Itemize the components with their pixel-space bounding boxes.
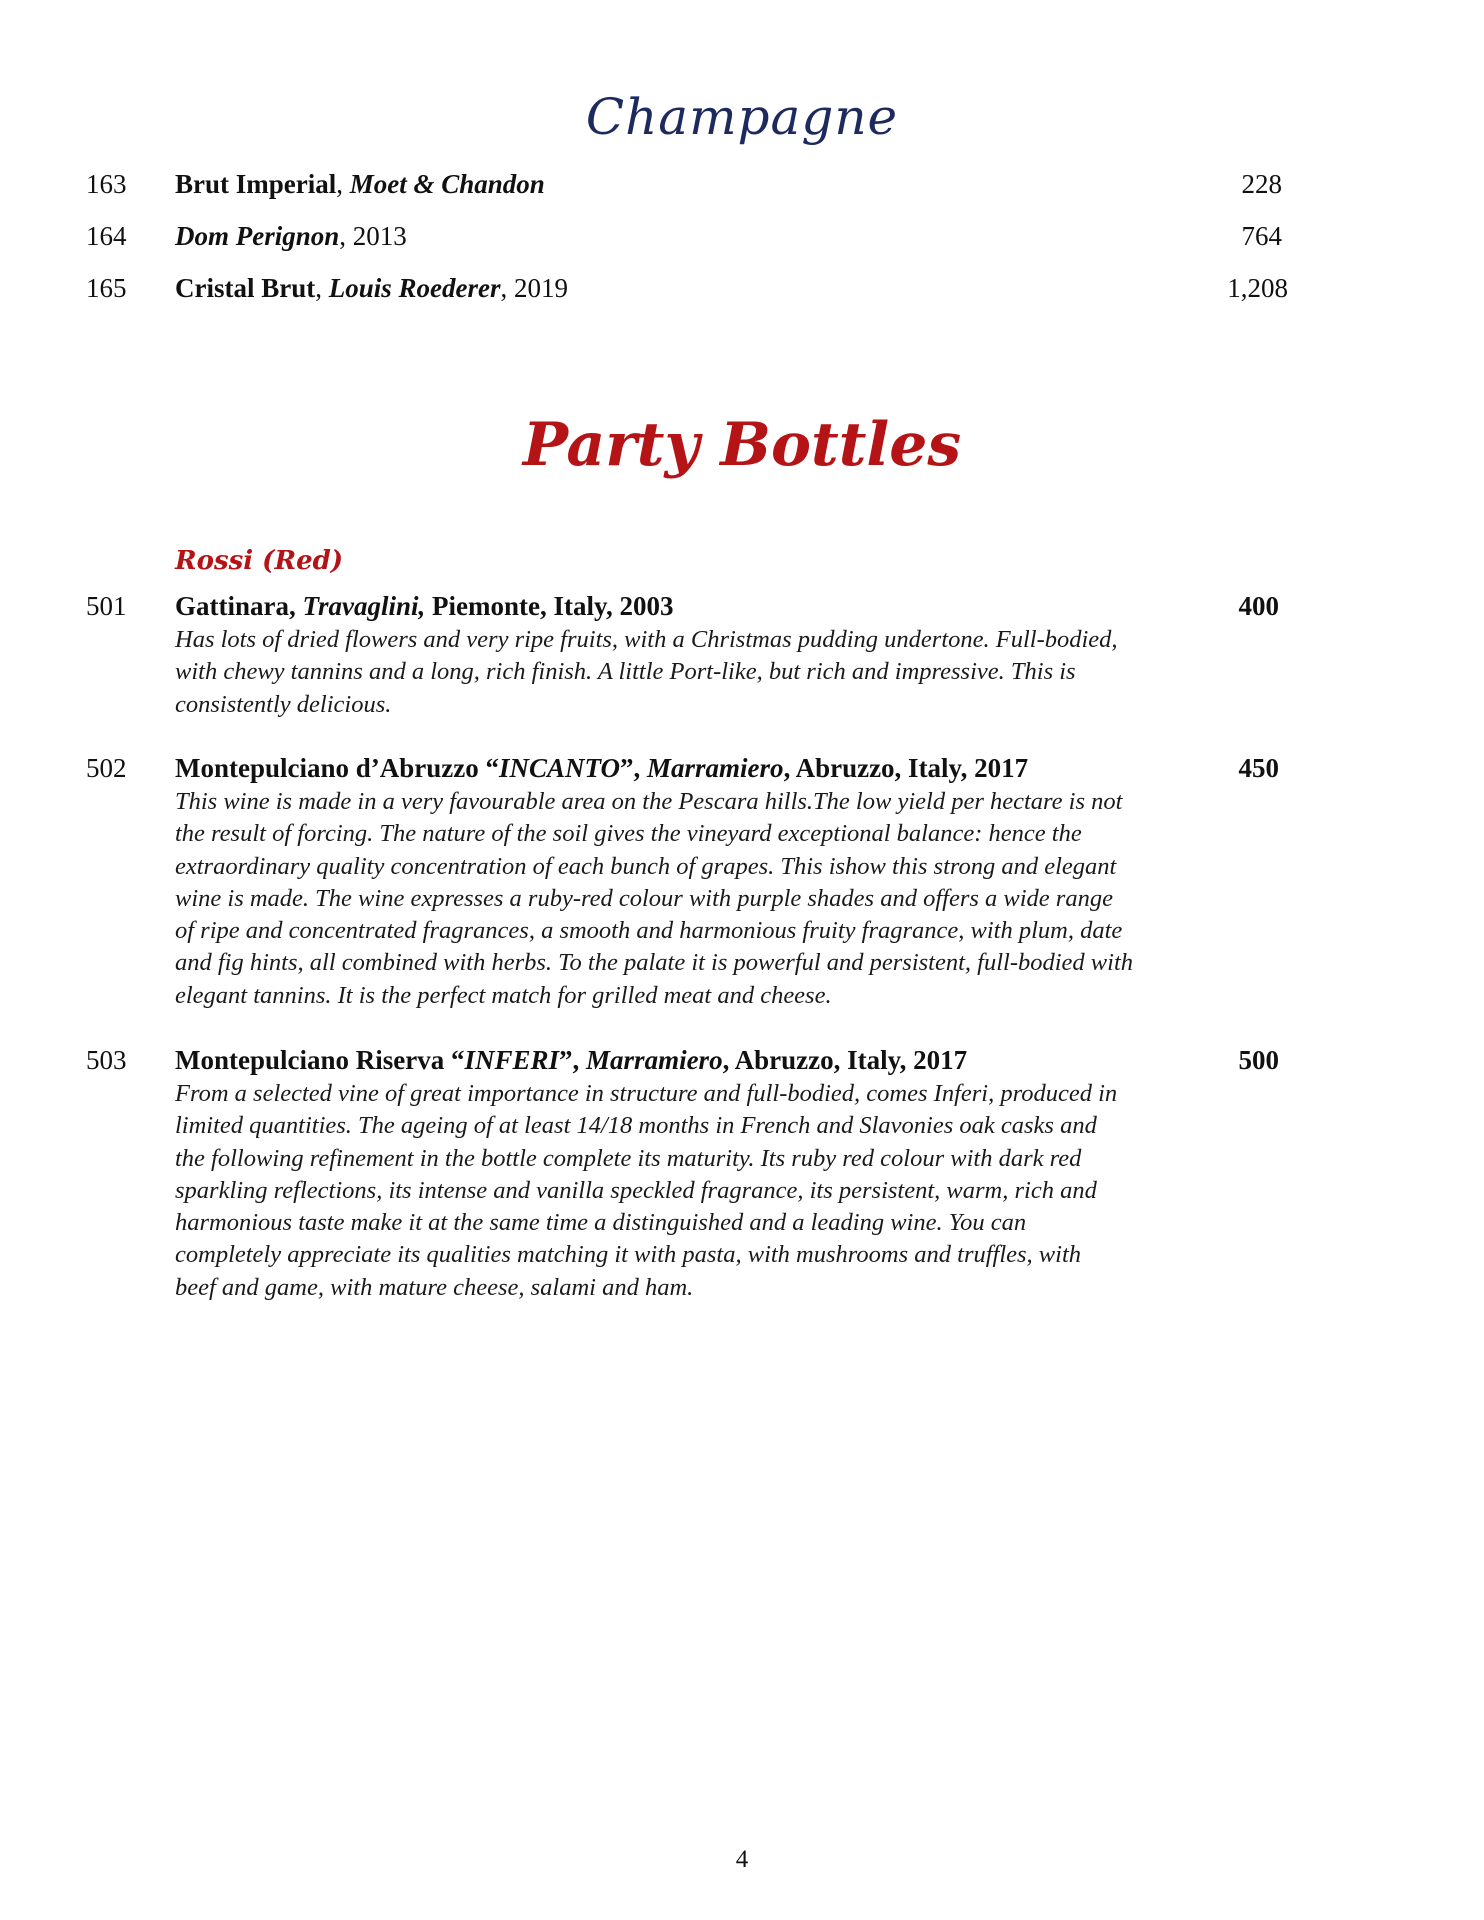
item-name: Dom Perignon, 2013 xyxy=(175,221,407,251)
item-description: This wine is made in a very favourable area on the Pescara hills.The low yield per hectare is not the result of forcing. The nature of the soil gives the vineyard exceptional balance: hence the extraordinary quality concentration of each bunch of grapes. This ishow this strong and elegant wine is made. The wine expresses a ruby-red colour with purple shades and offers a wide range of ripe and concentrated fragrances, a smooth and harmonious fruity fragrance, with plum, date and fig hints, all combined with herbs. To the palate it is powerful and persistent, full-bodied with elegant tannins. It is the perfect match for grilled meat and cheese. xyxy=(175,788,1134,1009)
item-number: 163 xyxy=(86,169,127,199)
item-name: Brut Imperial, Moet & Chandon xyxy=(175,169,545,199)
item-description: From a selected vine of great importance in structure and full-bodied, comes Inferi, produced in limited quantities. The ageing of at least 14/18 months in French and Slavonies oak casks and the following refinement in the bottle complete its maturity. Its ruby red colour with dark red sparkling reflections, its intense and vanilla speckled fragrance, its persistent, warm, rich and harmonious taste make it at the same time a distinguished and a leading wine. You can completely appreciate its qualities matching it with pasta, with mushrooms and truffles, with beef and game, with mature cheese, salami and ham. xyxy=(175,1080,1118,1301)
item-price: 500 xyxy=(1238,1045,1279,1075)
item-description: Has lots of dried flowers and very ripe fruits, with a Christmas pudding undertone. Full-bodied, with chewy tannins and a long, rich finish. A little Port-like, but rich and impressive. This is consistently delicious. xyxy=(175,626,1118,718)
item-name: Gattinara, Travaglini, Piemonte, Italy, 2003 xyxy=(175,591,674,621)
item-price: 764 xyxy=(1241,221,1282,251)
item-price: 450 xyxy=(1238,753,1279,783)
item-number: 502 xyxy=(86,753,127,783)
item-name: Montepulciano Riserva “INFERI”, Marramiero, Abruzzo, Italy, 2017 xyxy=(175,1045,968,1075)
item-price: 400 xyxy=(1238,591,1279,621)
page-number: 4 xyxy=(735,1846,749,1873)
item-number: 503 xyxy=(86,1045,127,1075)
champagne-heading: Champagne xyxy=(585,88,899,146)
item-name: Montepulciano d’Abruzzo “INCANTO”, Marramiero, Abruzzo, Italy, 2017 xyxy=(175,753,1029,783)
item-price: 1,208 xyxy=(1227,273,1288,303)
party-bottles-heading: Party Bottles xyxy=(522,410,962,480)
item-number: 165 xyxy=(86,273,127,303)
item-number: 164 xyxy=(86,221,127,251)
item-price: 228 xyxy=(1241,169,1282,199)
rossi-subheading: Rossi (Red) xyxy=(175,546,344,576)
item-number: 501 xyxy=(86,591,127,621)
item-name: Cristal Brut, Louis Roederer, 2019 xyxy=(175,273,568,303)
